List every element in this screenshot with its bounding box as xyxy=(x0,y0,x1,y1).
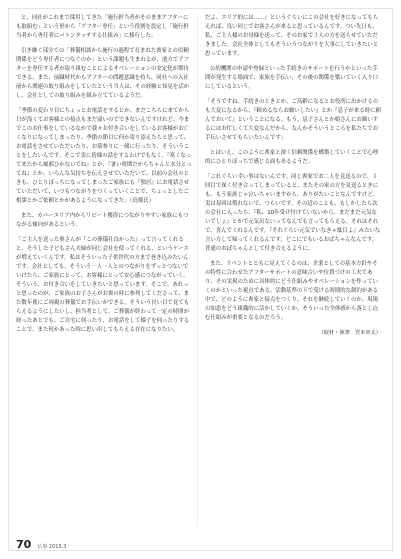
article-paragraph: 「季節の変わり目にちょっとお電話をするとか、まだこちらに来てから日が浅くてお客様との接点もまだ弱いのでできないんですけれど、今までこのお仕事をしているなかで我々お付き合いをしているお客様がお亡くなりになってしまったり、季節の節目に何か寄り添えたらと思って、お電話をさせていただいたり、お墓参りに一緒に行ったり、そういうことをしたいんです。そこで実に皆様の話をするわけでもなく、『寒くなって来たから風邪ひかないでね』とか、『暑い時期だからちゃんと水分とってね』とか、いろんな気持ちを伝えさせていただいて、以前の会社のときも、ひとりぼっちになってしまったご家族にも『独居』にお電話させていただいて、いつもつながりをつくっていくことで、ちょっとしたご相談とかご依頼とかがあるようになってきた」（鳥畑氏） xyxy=(16,108,192,204)
article-paragraph: また、リペントとともに見えてくるのは、企業としての基本方針やその特性に合わせたアフターサポートの意味合いや位置づけの工夫であり、その実現のために具体的にどう仕組みやオペレーションを作っていくのかといった視点である。活動基準の下で受ける時間的な制約がある中で、どのように喪家と接点をつくり、それを継続していくのか、現場の知恵をどう組織的に活かしていくか。そういった全体感から落とし込む仕組みが重要となるのだろう。 xyxy=(205,261,379,321)
article-paragraph: 「これぐらい幸い事はないんです。同じ喪家でお二人を見送るので、１回目で深く付き合ってしまっていると、またその家の方を見送るときにも、もう家族じゃ泣いちゃいますから。ありがたいことなんですけど、実は毎回は慣れないで、つらいです。その辺のことも、もしかしたら次の会社に入ったら、『私、10年受け付けていないから、まだまだ元気ないでしょ』とかで元気出ないってなんでも言ってもらえる。それはそれで、喜んでくれるんです。『それぐらい元気でいなきゃ駄目よ』みたいな言い方して帰ってくれるんです。どこにでもいるおばちゃんなんです。普通のおばちゃんとして付き合えるように。 xyxy=(205,174,381,252)
article-paragraph: 公的機関の申請や登録といった手続きのサポートを行うかといった手間が発生する場面で、家族を手伝い、その後の関係を築いていく入り口にしているという。 xyxy=(205,66,379,90)
issue-label: 仏事 2015.3 xyxy=(37,544,67,550)
left-column xyxy=(16,14,192,341)
article-paragraph: 「そうですね。手続きのときとか、ご高齢になるとお役所に出かけるのも大変になるから、『頼めるならお願いしたい』とか『息子が来る時に頼んでおいて』ということになる。もう、息子さんとか娘さんにお願いするにはお忙しくて大変なんだから、なんかそういうところを私たちでお手伝いさせてもらいたいんです」 xyxy=(205,99,381,141)
page-number: 70 xyxy=(16,538,32,551)
right-column xyxy=(205,14,381,338)
article-paragraph: と、同社がこれまで採用してきた「施行担当者がそのままアフターにも取組む」という形から「アフター専任」という役割を設定し「施行担当者から専任者にバトンタッチする仕組み」に移行した。 xyxy=(16,15,189,39)
article-paragraph: 引き継ぐ部分での「葬儀相談から施行の過程で育まれた喪家との信頼関係をどう専任者につなぐのか」という課題も生まれるが、池方でアフターを専任する者が取り組むことによるオペレーションの安定化が期待できる。また、前職時代からアフターの問題意識を持ち、同社への入社前から関連の取り組みをしていたという当人は、その経験と知見を活かし、会社としての取り組みを組み立てているようだ。 xyxy=(16,48,190,99)
article-paragraph: だよ、エリア的には……』というぐらいにこの会社を好きになってもらえれば、良い同じでお客さんが来ると思っているんです。つい先日も、私、ご主人様のお母様を送って、そのお家で３人の方を送らせていただきました。会社全体としてもそういうつながりを大事にしていきたいと思っています。 xyxy=(205,15,379,57)
article-paragraph: また、カバーエリア内からリピート獲得につながりやすい家族にもつながる傾向があるという。 xyxy=(16,213,189,228)
author-credit: （取材・執筆 宮本章太） xyxy=(318,330,381,336)
article-paragraph: 「ご主人を送った奥さんが『この葬儀社良かった』って言ってくれると、そうした子どもさん夫婦が同じ会社を使ってくれる、というケースが増えていくんです。私はそういった子供世代の方まで巻き込みたいんです。会社としても、そういう一人一人とのつながりをずっとつないでいけたら、ご家族にとって、お客様にとって安心感につながっていく。そういう、お付き合いをしていきたいと思っています。そこで、あれっと思ったのが、ご家族のお子さんがお喪の時に参列してくださって、また数年後にご両親の葬儀でお手伝いができる。そういう長い目で見てもらえるようにしたいし、担当者として、ご葬儀が終わって一定の時間が経ったあとでも、ご自宅に伺ったり、お電話をして様子を伺ったりすることで、また何かあった時に思い出してもらえる存在になりたい。 xyxy=(16,237,190,333)
page-footer xyxy=(16,538,66,551)
article-paragraph: とはいえ、このように喪家と深く信頼関係を構築していくことで心理的にひとりぼっちで感じる面もあるようだ。 xyxy=(205,150,379,165)
column-divider xyxy=(197,14,198,526)
